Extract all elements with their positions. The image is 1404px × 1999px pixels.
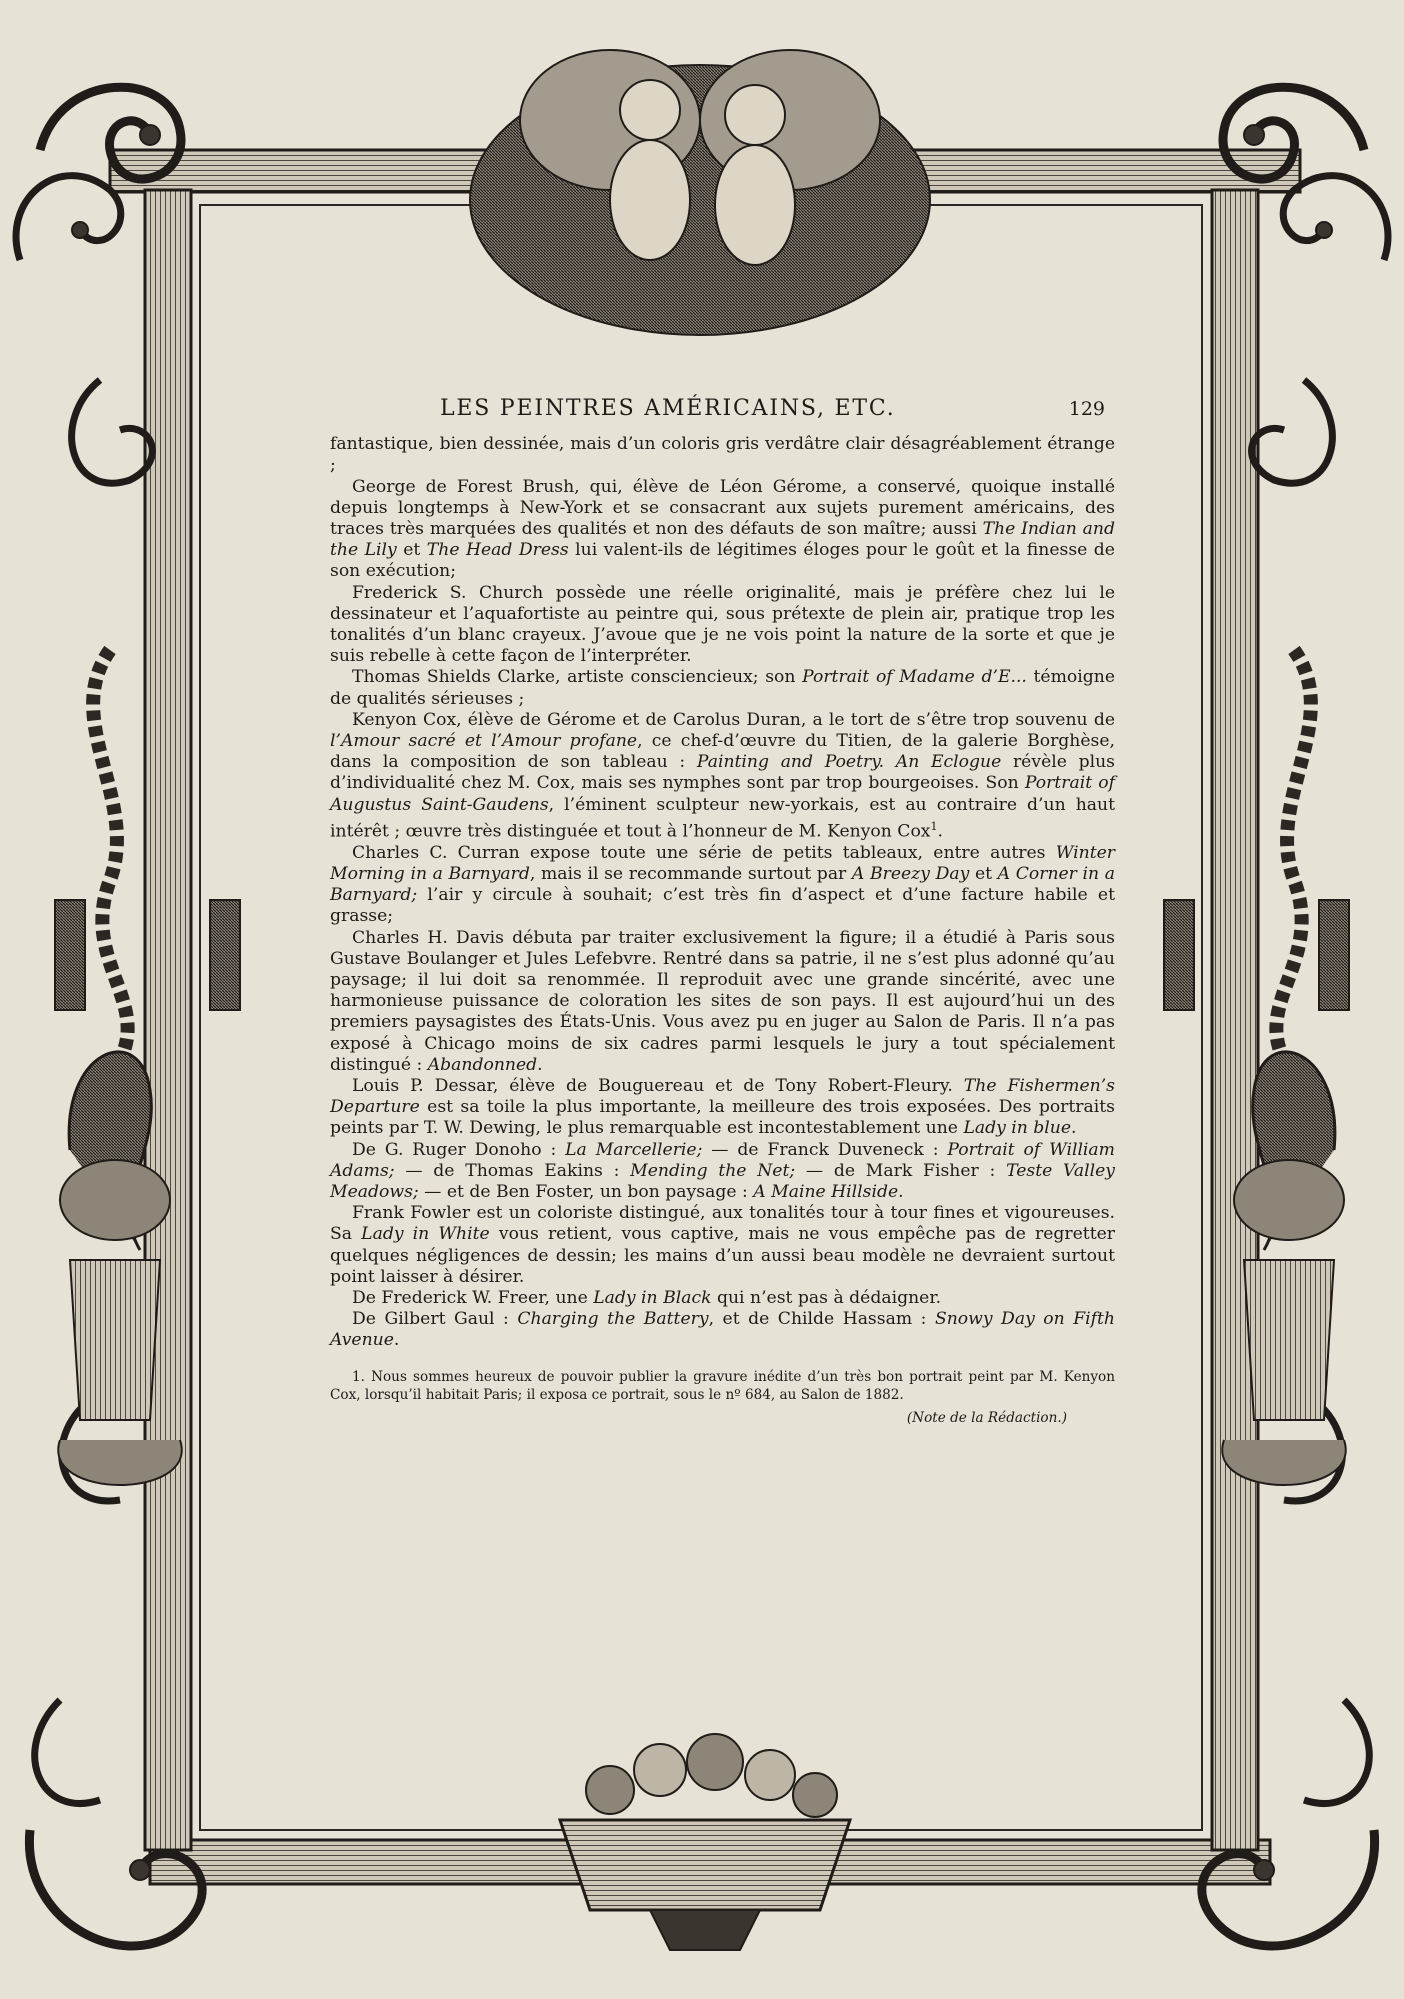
artwork-title: Charging the Battery bbox=[517, 1309, 709, 1330]
paragraph bbox=[330, 434, 1115, 476]
article-body bbox=[330, 434, 1115, 1351]
footnote-signature: (Note de la Rédaction.) bbox=[906, 1409, 1067, 1426]
artwork-title: Portrait of William Adams; bbox=[330, 1139, 1115, 1181]
text-run: l’air y circule à souhait; c’est très fin d’aspect et d’une facture habile et grasse; bbox=[330, 885, 1115, 927]
paragraph bbox=[330, 1203, 1115, 1288]
page-number: 129 bbox=[1068, 398, 1105, 420]
text-run: . bbox=[537, 1054, 543, 1075]
text-run: — de Thomas Eakins : bbox=[394, 1160, 631, 1181]
footnote-marker: 1 bbox=[930, 819, 938, 833]
artwork-title: A Breezy Day bbox=[851, 864, 970, 884]
running-head bbox=[330, 398, 1115, 420]
artwork-title: La Marcellerie; bbox=[565, 1139, 703, 1160]
text-run: . bbox=[937, 821, 943, 842]
text-run: — de Mark Fisher : bbox=[795, 1160, 1007, 1181]
text-run: qui n’est pas à dédaigner. bbox=[711, 1288, 942, 1309]
artwork-title: Portrait of Madame d’E... bbox=[802, 667, 1027, 688]
artwork-title: Painting and Poetry. An Eclogue bbox=[696, 752, 1002, 773]
text-run: et bbox=[969, 864, 998, 884]
text-run: De Gilbert Gaul : bbox=[352, 1309, 518, 1330]
paragraph bbox=[330, 583, 1115, 668]
text-run: témoigne de qualités sérieuses ; bbox=[330, 667, 1115, 709]
article-text-column bbox=[330, 398, 1115, 1898]
artwork-title: A Maine Hillside bbox=[753, 1182, 899, 1203]
text-run: Charles C. Curran expose toute une série de petits tableaux, entre autres bbox=[352, 842, 1056, 863]
artwork-title: The Head Dress bbox=[426, 540, 569, 561]
artwork-title: l’Amour sacré et l’Amour profane bbox=[330, 731, 638, 752]
paragraph bbox=[330, 1309, 1115, 1351]
artwork-title: The Fishermen’s Departure bbox=[330, 1076, 1115, 1118]
text-run: fantastique, bien dessinée, mais d’un coloris gris verdâtre clair désagréablement étrange ; bbox=[330, 434, 1115, 476]
artwork-title: Lady in Black bbox=[593, 1288, 712, 1309]
text-run: vous retient, vous captive, mais ne vous empêche pas de regretter quelques négligences de dessin; les mains d’un aussi beau modèle ne devraient surtout point laisser à désirer. bbox=[330, 1224, 1115, 1287]
artwork-title: Portrait of Augustus Saint-Gaudens bbox=[330, 773, 1115, 815]
artwork-title: Teste Valley Meadows; bbox=[330, 1160, 1115, 1203]
text-run: est sa toile la plus importante, la meilleure des trois exposées. Des portraits peints par T. W. Dewing, le plus remarquable est incontestablement une bbox=[330, 1097, 1115, 1139]
artwork-title: A Corner in a Barnyard; bbox=[330, 864, 1115, 906]
artwork-title: Mending the Net; bbox=[630, 1160, 796, 1181]
text-run: et bbox=[396, 540, 427, 561]
text-run: , mais il se recommande surtout par bbox=[529, 864, 852, 884]
text-run: George de Forest Brush, qui, élève de Léon Gérome, a conservé, quoique installé depuis longtemps à New-York et se consacrant aux sujets purement américains, des traces très marquées des qualités et non des défauts de son maître; aussi bbox=[330, 476, 1115, 540]
page-header-title: LES PEINTRES AMÉRICAINS, ETC. bbox=[440, 396, 896, 421]
text-run: . bbox=[898, 1182, 904, 1203]
text-run: , ce chef-d’œuvre du Titien, de la galerie Borghèse, dans la composition de son tableau : bbox=[330, 731, 1115, 773]
paragraph bbox=[330, 477, 1115, 583]
text-run: — de Franck Duveneck : bbox=[702, 1139, 948, 1160]
text-run: . bbox=[1071, 1118, 1077, 1139]
text-run: révèle plus d’individualité chez M. Cox, mais ses nymphes sont par trop bourgeoises. Son bbox=[330, 752, 1115, 794]
artwork-title: Lady in White bbox=[361, 1224, 490, 1245]
text-run: . bbox=[393, 1330, 400, 1351]
cherubs-on-cloud bbox=[470, 50, 930, 335]
paragraph bbox=[330, 710, 1115, 843]
text-run: , et de Childe Hassam : bbox=[708, 1309, 935, 1330]
text-run: lui valent-ils de légitimes éloges pour le goût et la finesse de son exécution; bbox=[330, 540, 1115, 582]
text-run: Thomas Shields Clarke, artiste consciencieux; son bbox=[352, 667, 803, 688]
artwork-title: Winter Morning in a Barnyard bbox=[330, 842, 1115, 884]
text-run: Charles H. Davis débuta par traiter exclusivement la figure; il a étudié à Paris sous Gustave Boulanger et Jules Lefebvre. Rentré dans sa patrie, il ne s’est plus adonné qu’au paysage; il lui doit sa renommée. Il reproduit avec une grande sincérité, avec une harmonieuse puissance de coloration les sites de son pays. Il est aujourd’hui un des premiers paysagistes des États-Unis. Vous avez pu en juger au Salon de Paris. Il n’a pas exposé à Chicago moins de six cadres parmi lesquels le jury a tout spécialement distingué : bbox=[330, 927, 1115, 1075]
paragraph bbox=[330, 843, 1115, 928]
text-run: De G. Ruger Donoho : bbox=[352, 1139, 566, 1160]
paragraph bbox=[330, 1288, 1115, 1309]
artwork-title: Snowy Day on Fifth Avenue bbox=[330, 1309, 1115, 1351]
text-run: Louis P. Dessar, élève de Bouguereau et de Tony Robert-Fleury. bbox=[352, 1076, 964, 1097]
artwork-title: Abandonned bbox=[427, 1054, 538, 1075]
paragraph bbox=[330, 1140, 1115, 1204]
text-run: Frederick S. Church possède une réelle originalité, mais je préfère chez lui le dessinateur et l’aquafortiste au peintre qui, sous prétexte de plein air, pratique trop les tonalités d’un blanc crayeux. J’avoue que je ne vois point la nature de la sorte et que je suis rebelle à cette façon de l’interpréter. bbox=[330, 582, 1115, 667]
text-run: Frank Fowler est un coloriste distingué, aux tonalités tour à tour fines et vigoureuses. Sa bbox=[330, 1203, 1115, 1245]
text-run: De Frederick W. Freer, une bbox=[352, 1288, 594, 1309]
artwork-title: The Indian and the Lily bbox=[330, 519, 1115, 561]
paragraph bbox=[330, 1076, 1115, 1140]
footnote: 1. Nous sommes heureux de pouvoir publier la gravure inédite d’un très bon portrait peint par M. Kenyon Cox, lorsqu’il habitait Paris; il exposa ce portrait, sous le nº 684, au Salon de 1882. bbox=[330, 1368, 1115, 1403]
text-run: , l’éminent sculpteur new-yorkais, est au contraire d’un haut intérêt ; œuvre très distinguée et tout à l’honneur de M. Kenyon Cox bbox=[330, 794, 1116, 842]
paragraph bbox=[330, 928, 1115, 1076]
paragraph bbox=[330, 667, 1115, 709]
artwork-title: Lady in blue bbox=[963, 1118, 1072, 1139]
text-run: — et de Ben Foster, un bon paysage : bbox=[418, 1182, 754, 1203]
text-run: Kenyon Cox, élève de Gérome et de Carolus Duran, a le tort de s’être trop souvenu de bbox=[352, 709, 1115, 730]
